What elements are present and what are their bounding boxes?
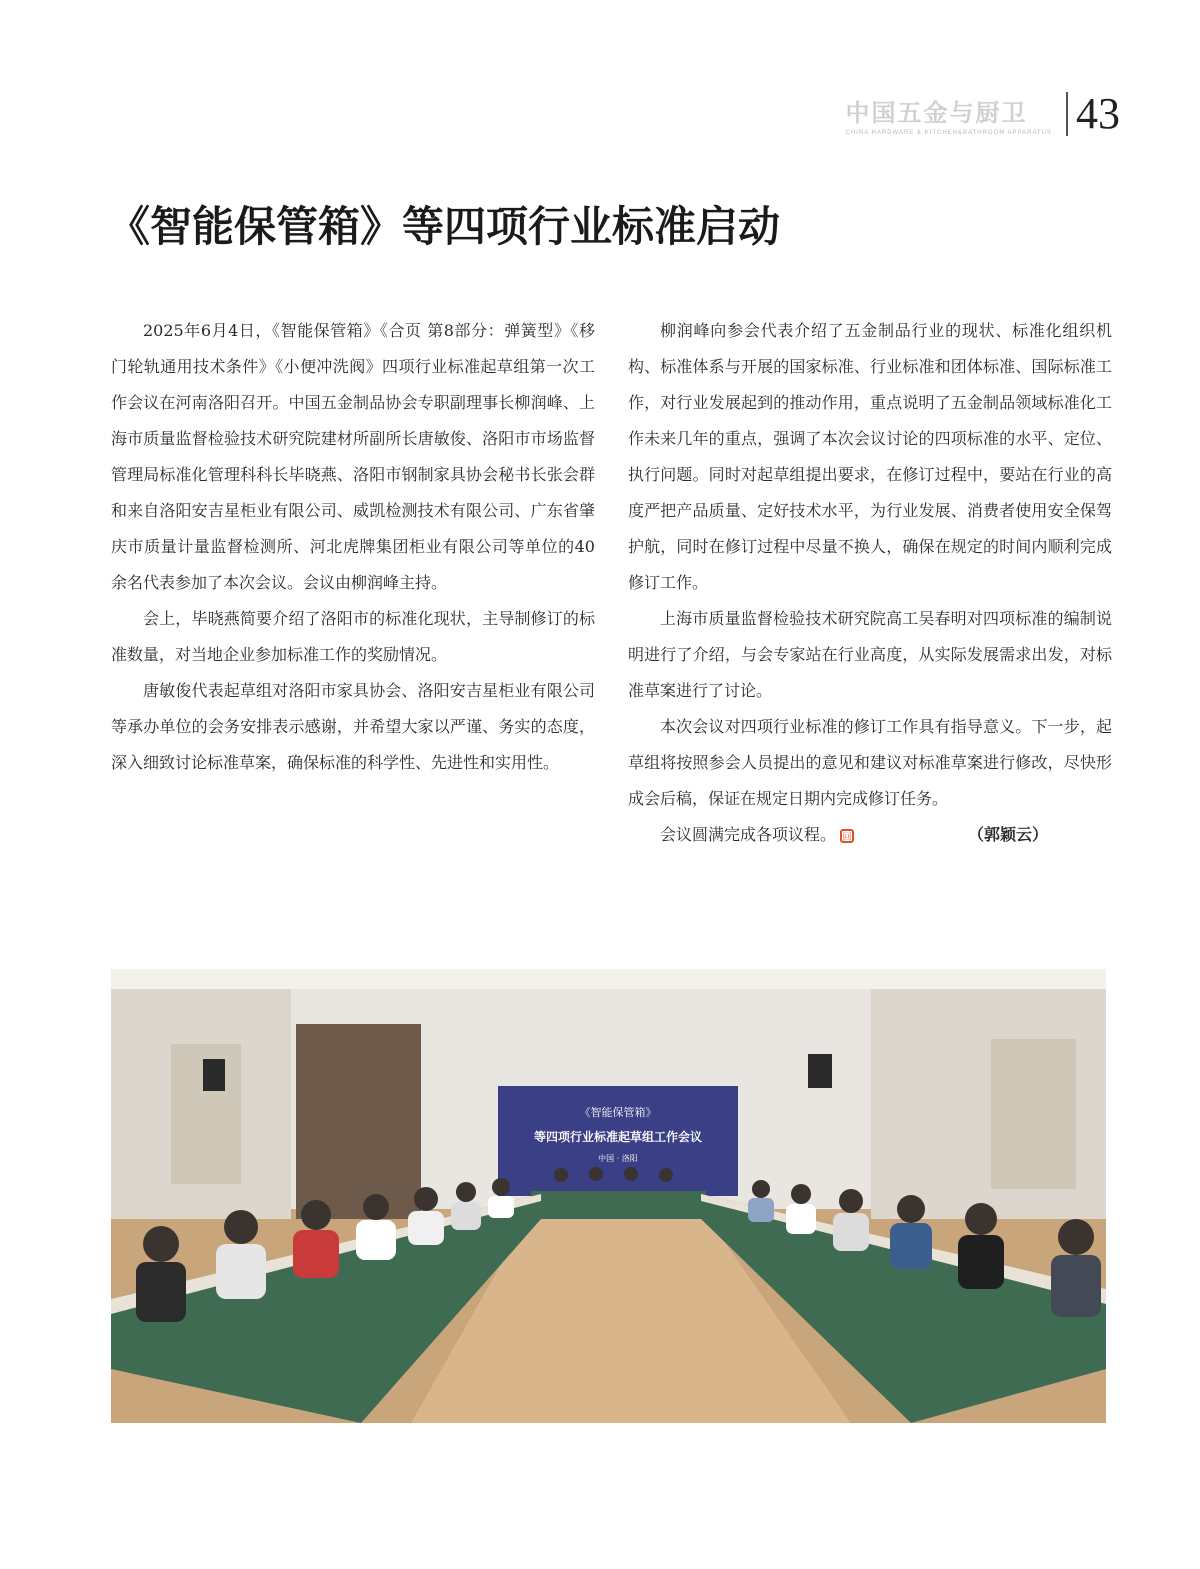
photo-artwork (991, 1039, 1076, 1189)
closing-text: 会议圆满完成各项议程。 (660, 825, 837, 844)
photo-speaker (203, 1059, 225, 1091)
banner-line1: 《智能保管箱》 (579, 1106, 657, 1119)
closing-paragraph (628, 817, 1112, 853)
left-column (111, 313, 595, 781)
banner-line2: 等四项行业标准起草组工作会议 (533, 1130, 703, 1144)
photo-ceiling (111, 969, 1106, 989)
photo-pillar (296, 1024, 421, 1224)
byline: （郭颖云） (968, 825, 1049, 844)
right-column (628, 313, 1112, 853)
meeting-photo (111, 969, 1106, 1423)
paragraph: 上海市质量监督检验技术研究院高工吴春明对四项标准的编制说明进行了介绍，与会专家站在行业高度，从实际发展需求出发，对标准草案进行了讨论。 (628, 609, 1112, 700)
photo-head-table (531, 1191, 706, 1219)
photo-speaker (808, 1054, 832, 1088)
magazine-name: 中国五金与厨卫 (845, 98, 1028, 127)
end-mark-icon: 回 (840, 829, 854, 843)
magazine-subtitle: CHINA HARDWARE & KITCHEN&BATHROOM APPARATUS (845, 129, 1052, 136)
paragraph: 2025年6月4日，《智能保管箱》《合页 第8部分：弹簧型》《移门轮轨通用技术条件》《小便冲洗阀》四项行业标准起草组第一次工作会议在河南洛阳召开。中国五金制品协会专职副理事长柳润峰、上海市质量监督检验技术研究院建材所副所长唐敏俊、洛阳市市场监督管理局标准化管理科科长毕晓燕、洛阳市钢制家具协会秘书长张会群和来自洛阳安吉星柜业有限公司、威凯检测技术有限公司、广东省肇庆市质量计量监督检测所、河北虎牌集团柜业有限公司等单位的40余名代表参加了本次会议。会议由柳润峰主持。 (111, 321, 595, 592)
page-number: 43 (1076, 89, 1120, 138)
page-header (845, 89, 1120, 138)
article-title: 《智能保管箱》等四项行业标准启动 (108, 202, 781, 251)
header-divider (1066, 92, 1068, 136)
paragraph: 会上，毕晓燕简要介绍了洛阳市的标准化现状，主导制修订的标准数量，对当地企业参加标准工作的奖励情况。 (111, 609, 595, 664)
banner-line3: 中国 · 洛阳 (598, 1154, 638, 1163)
magazine-logo (846, 93, 1052, 136)
paragraph: 唐敏俊代表起草组对洛阳市家具协会、洛阳安吉星柜业有限公司等承办单位的会务安排表示感谢，并希望大家以严谨、务实的态度，深入细致讨论标准草案，确保标准的科学性、先进性和实用性。 (111, 681, 595, 772)
paragraph: 本次会议对四项行业标准的修订工作具有指导意义。下一步，起草组将按照参会人员提出的意见和建议对标准草案进行修改，尽快形成会后稿，保证在规定日期内完成修订任务。 (628, 717, 1112, 808)
paragraph: 柳润峰向参会代表介绍了五金制品行业的现状、标准化组织机构、标准体系与开展的国家标准、行业标准和团体标准、国际标准工作，对行业发展起到的推动作用，重点说明了五金制品领域标准化工作未来几年的重点，强调了本次会议讨论的四项标准的水平、定位、执行问题。同时对起草组提出要求，在修订过程中，要站在行业的高度严把产品质量、定好技术水平，为行业发展、消费者使用安全保驾护航，同时在修订过程中尽量不换人，确保在规定的时间内顺利完成修订工作。 (628, 321, 1112, 592)
